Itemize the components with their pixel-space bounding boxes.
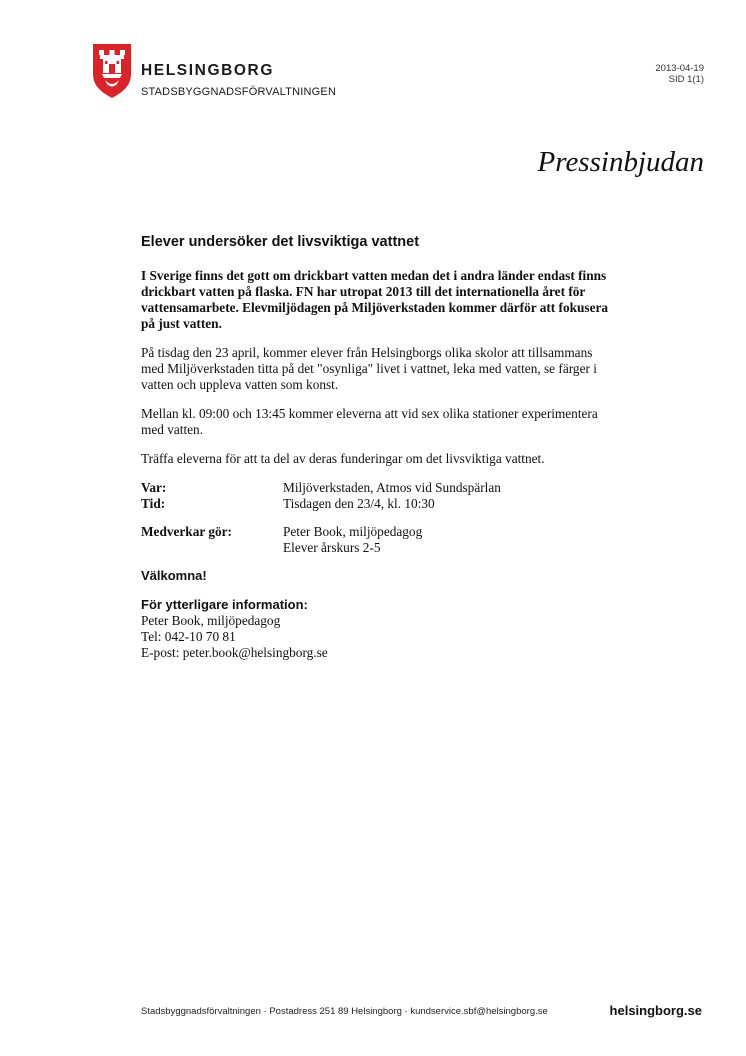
info-where [141,480,611,496]
footer-address: Stadsbyggnadsförvaltningen · Postadress 251 89 Helsingborg · kundservice.sbf@helsingborg.se [141,1006,548,1017]
document-body [141,234,611,661]
helsingborg-coat-of-arms-icon [93,44,131,98]
info-value: Miljöverkstaden, Atmos vid Sundspärlan [283,480,501,495]
organization-name: HELSINGBORG [141,62,274,79]
info-label: Medverkar gör: [141,524,232,539]
document-meta [655,63,704,85]
page-number: SID 1(1) [668,74,704,85]
body-paragraph: På tisdag den 23 april, kommer elever från Helsingborgs olika skolor att tillsammans med Miljöverkstaden titta på det "osynliga" livet i vattnet, leka med vatten, se färger i vatten och uppleva vatten som konst. [141,345,597,392]
contact-email: E-post: peter.book@helsingborg.se [141,645,328,660]
info-label: Var: [141,480,167,495]
document-type: Pressinbjudan [537,146,704,178]
body-paragraph: Mellan kl. 09:00 och 13:45 kommer eleverna att vid sex olika stationer experimentera med vatten. [141,406,598,437]
document-date: 2013-04-19 [655,63,704,74]
body-paragraph: Träffa eleverna för att ta del av deras funderingar om det livsviktiga vattnet. [141,451,545,466]
info-value: Peter Book, miljöpedagog [283,524,423,539]
welcome-text: Välkomna! [141,568,207,583]
department-name: STADSBYGGNADSFÖRVALTNINGEN [141,86,337,98]
info-value: Elever årskurs 2-5 [283,540,381,555]
contact-phone: Tel: 042-10 70 81 [141,629,236,644]
info-label: Tid: [141,496,166,511]
lead-paragraph: I Sverige finns det gott om drickbart vatten medan det i andra länder endast finns drickbart vatten på flaska. FN har utropat 2013 till det internationella året för vattensamarbete. Elevmiljödagen på Miljöverkstaden kommer därför att fokusera på just vatten. [141,268,609,331]
info-participants [141,524,611,556]
info-when [141,496,611,512]
info-value: Tisdagen den 23/4, kl. 10:30 [283,496,435,511]
document-title: Elever undersöker det livsviktiga vattnet [141,234,420,250]
contact-heading: För ytterligare information: [141,597,308,612]
footer-website: helsingborg.se [609,1003,702,1018]
contact-name: Peter Book, miljöpedagog [141,613,281,628]
